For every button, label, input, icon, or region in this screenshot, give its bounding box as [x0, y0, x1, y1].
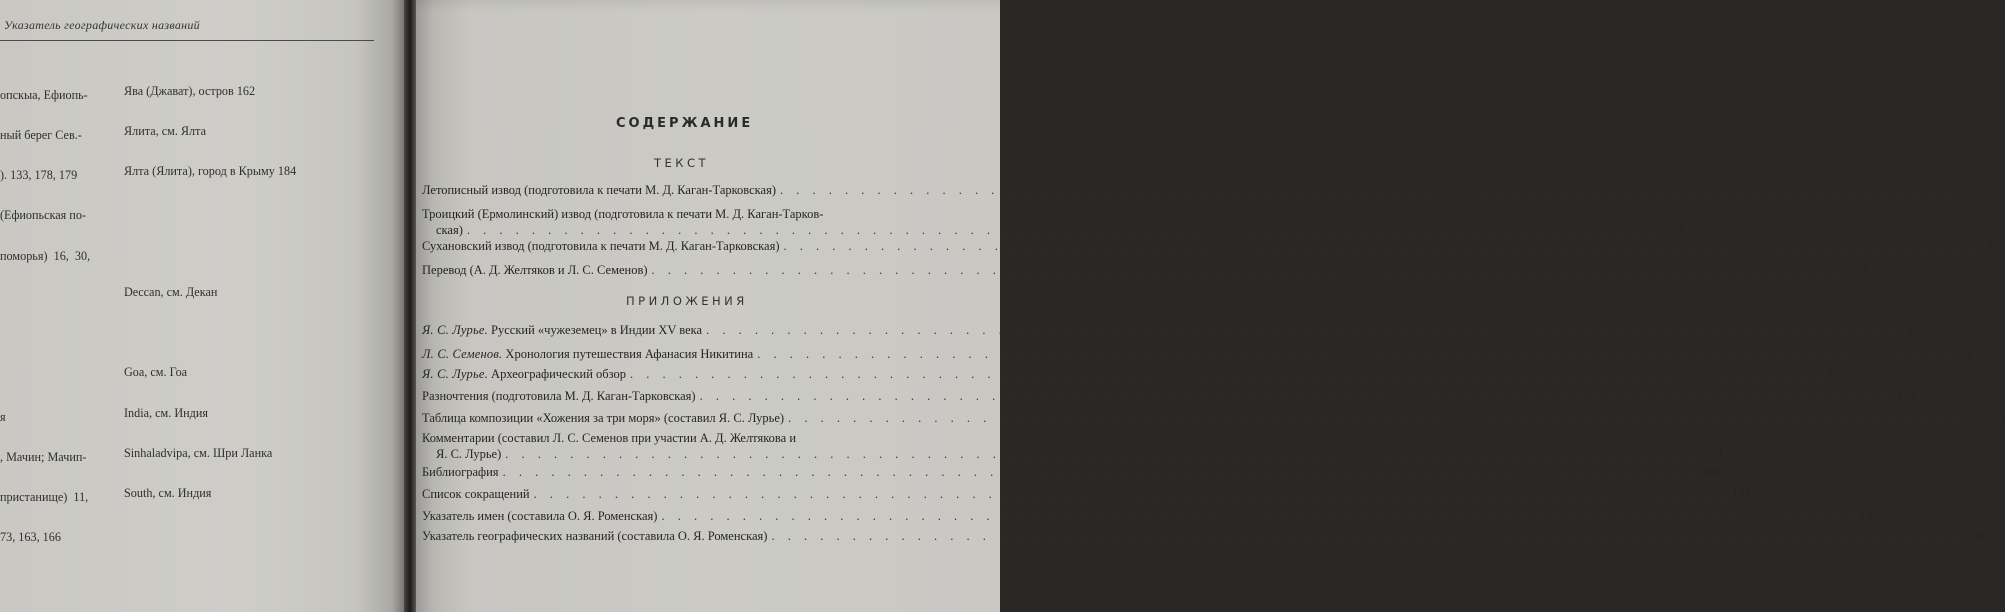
index-line [124, 246, 296, 259]
toc-entry-text: Троицкий (Ермолинский) извод (подготовила к печати М. Д. Каган-Тарков- [422, 207, 824, 221]
running-head: Указатель географических названий [4, 18, 200, 32]
index-line: Sinhaladvipa, см. Шри Ланка [124, 445, 273, 460]
leader-dots [467, 222, 1661, 238]
toc-entry-title [422, 430, 796, 446]
toc-page-number: 32 [1987, 239, 2000, 253]
toc-entry[interactable] [422, 206, 1684, 238]
toc-page-number: 196 [1859, 509, 1879, 523]
toc-entry-continuation: Я. С. Лурье) [436, 447, 502, 461]
right-page [416, 0, 2005, 612]
toc-entry-text: Перевод (А. Д. Желтяков и Л. С. Семенов) [422, 263, 648, 277]
toc-entry[interactable] [422, 486, 1751, 502]
toc-entry-text: Таблица композиции «Хожения за три моря» (составил Я. С. Лурье) [422, 411, 785, 425]
leader-dots [771, 528, 1965, 544]
index-line: опскыа, Ефиопь- [0, 87, 88, 102]
left-page [0, 0, 404, 612]
leader-dots [534, 486, 1728, 502]
index-line: ). 133, 178, 179 [0, 168, 78, 183]
toc-entry[interactable] [422, 346, 1974, 362]
toc-entry-text: Сухановский извод (подготовила к печати М. Д. Каган-Тарковская) [422, 239, 780, 253]
index-line: India, см. Индия [124, 405, 209, 420]
toc-page-number: 186 [1700, 465, 1720, 479]
section-heading-appendices: ПРИЛОЖЕНИЯ [626, 294, 748, 308]
toc-entry-title [422, 486, 530, 502]
toc-entry[interactable] [422, 182, 1997, 198]
toc-entry[interactable] [422, 528, 1989, 544]
toc-entry-title [422, 366, 626, 382]
toc-entry-author: Л. С. Семенов. [422, 347, 503, 361]
book-gutter [404, 0, 416, 612]
index-line [0, 370, 90, 383]
toc-entry[interactable] [422, 322, 1923, 338]
leader-dots [706, 322, 1900, 338]
toc-entry-author: Я. С. Лурье. [422, 367, 488, 381]
leader-dots [661, 508, 1855, 524]
toc-entry-title [422, 464, 499, 480]
head-rule [0, 40, 374, 41]
toc-entry-text: Указатель географических названий (составила О. Я. Роменская) [422, 529, 768, 543]
toc-entry-title [422, 262, 648, 278]
toc-entry[interactable] [422, 388, 1917, 404]
index-line [124, 326, 296, 339]
index-line: Ялита, см. Ялта [124, 124, 207, 139]
index-line: South, см. Индия [124, 486, 212, 500]
toc-entry[interactable] [422, 366, 1848, 382]
index-line [124, 205, 296, 218]
index-line: Deccan, см. Декан [124, 284, 218, 299]
toc-entry-title [422, 410, 784, 426]
toc-title: СОДЕРЖАНИЕ [616, 116, 754, 131]
index-line: пристанище) 11, [0, 490, 89, 504]
toc-entry[interactable] [422, 410, 2005, 426]
index-column-right [124, 58, 296, 527]
index-line: ный берег Сев.- [0, 128, 82, 143]
toc-page-number: 192 [1732, 487, 1751, 501]
toc-entry-title [422, 508, 657, 524]
toc-page-number: 61 [1909, 323, 1923, 337]
toc-entry[interactable] [422, 508, 1879, 524]
toc-entry-text: Разночтения (подготовила М. Д. Каган-Тарковская) [422, 389, 696, 403]
leader-dots [700, 388, 1894, 404]
leader-dots [784, 238, 1978, 254]
leader-dots [780, 182, 1974, 198]
leader-dots [788, 410, 1982, 426]
index-line: Goa, см. Гоа [124, 365, 188, 380]
index-line: 73, 163, 166 [0, 530, 61, 545]
leader-dots [652, 262, 1846, 278]
leader-dots [503, 464, 1697, 480]
index-line [0, 330, 90, 343]
toc-entry-text: Археографический обзор [491, 367, 627, 381]
index-line [0, 290, 90, 303]
index-line: Ялта (Ялита), город в Крыму 184 [124, 164, 297, 179]
toc-page-number: 108 [1828, 367, 1848, 381]
index-line: поморья) 16, 30, [0, 248, 91, 263]
toc-page-number: 88 [1961, 347, 1974, 361]
toc-entry[interactable] [422, 430, 1723, 462]
toc-entry-title [422, 528, 767, 544]
index-column-left [0, 62, 90, 571]
toc-entry-continuation: ская) [436, 223, 463, 237]
index-line: я [0, 409, 6, 424]
toc-entry-text: Библиография [422, 465, 499, 479]
toc-entry-title [422, 238, 780, 254]
toc-entry-title [422, 346, 753, 362]
index-line: (Ефиопьская по- [0, 208, 86, 223]
section-heading-text: ТЕКСТ [654, 156, 710, 170]
toc-entry[interactable] [422, 262, 1868, 278]
toc-entry-text: Указатель имен (составила О. Я. Роменская) [422, 509, 658, 523]
toc-entry[interactable] [422, 464, 1720, 480]
leader-dots [505, 446, 1699, 462]
leader-dots [630, 366, 1824, 382]
toc-entry-text: Хронология путешествия Афанасия Никитина [505, 347, 754, 361]
toc-page-number: 129 [1986, 411, 2005, 425]
toc-page-number: 134 [1703, 447, 1723, 461]
toc-page-number: 5 [1990, 183, 1997, 197]
toc-entry[interactable] [422, 238, 2000, 254]
toc-page-number: 43 [1855, 263, 1868, 277]
toc-page-number: 18 [1670, 223, 1684, 237]
toc-page-number: 125 [1897, 389, 1917, 403]
toc-entry-title [422, 388, 696, 404]
leader-dots [757, 346, 1951, 362]
index-line: Ява (Джават), остров 162 [124, 83, 256, 98]
index-line: , Мачин; Мачип- [0, 449, 87, 464]
page-shadow [416, 0, 1000, 12]
toc-page-number: 203 [1969, 529, 1989, 543]
toc-entry-author: Я. С. Лурье. [422, 323, 488, 337]
toc-entry-text: Список сокращений [422, 487, 530, 501]
toc-entry-text: Русский «чужеземец» в Индии XV века [491, 323, 703, 337]
toc-entry-text: Комментарии (составил Л. С. Семенов при участии А. Д. Желтякова и [422, 431, 797, 445]
toc-entry-title [422, 182, 776, 198]
toc-entry-title [422, 322, 702, 338]
toc-entry-title [422, 206, 823, 222]
toc-entry-text: Летописный извод (подготовила к печати М. Д. Каган-Тарковская) [422, 183, 777, 197]
